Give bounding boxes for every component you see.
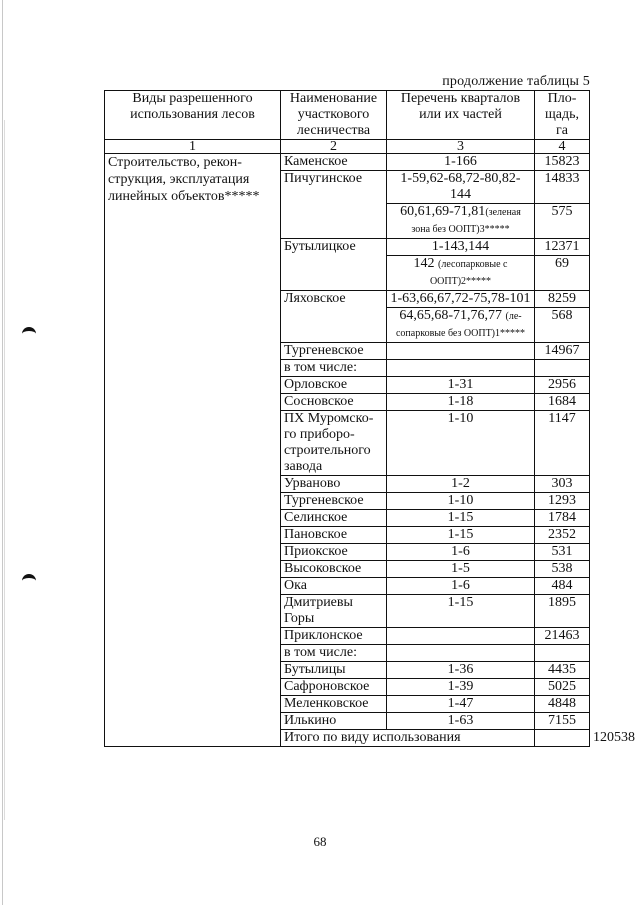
area-cell: 7155 (535, 713, 590, 730)
forestry-name: Приокское (281, 544, 387, 561)
quarters-cell: 1-2 (387, 476, 535, 493)
quarters-cell: 1-18 (387, 394, 535, 411)
scan-edge-line (4, 120, 5, 820)
page-number: 68 (313, 834, 327, 849)
forestry-name: Ляховское (281, 291, 387, 343)
area-cell: 1293 (535, 493, 590, 510)
forestry-name: ПХ Муромско-го приборо-строительного завода (281, 411, 387, 476)
quarters-value: 64,65,68-71,76,77 (399, 308, 503, 323)
quarters-cell: 1-5 (387, 561, 535, 578)
area-cell: 2352 (535, 527, 590, 544)
area-cell: 12371 (535, 239, 590, 256)
forestry-name: Бутылицы (281, 662, 387, 679)
column-number: 1 (105, 140, 281, 154)
forestry-name: Пановское (281, 527, 387, 544)
quarters-cell: 1-59,62-68,72-80,82-144 (387, 171, 535, 204)
forestry-name: Бутылицкое (281, 239, 387, 291)
forestry-name: Тургеневское (281, 343, 387, 360)
total-label: Итого по виду использования (281, 730, 535, 747)
binding-hole-mark (22, 327, 36, 340)
area-cell: 575 (535, 204, 590, 239)
quarters-value: 142 (413, 256, 435, 271)
area-cell: 531 (535, 544, 590, 561)
area-cell: 14967 (535, 343, 590, 360)
quarters-note: (лесопарковые с ООПТ)2***** (429, 259, 508, 287)
area-cell: 1684 (535, 394, 590, 411)
quarters-cell: 1-166 (387, 154, 535, 171)
forestry-name: Приклонское (281, 628, 387, 645)
quarters-cell: 1-6 (387, 578, 535, 595)
quarters-cell (387, 256, 535, 291)
area-cell (535, 645, 590, 662)
forestry-name: Илькино (281, 713, 387, 730)
quarters-cell: 1-47 (387, 696, 535, 713)
quarters-cell: 1-63 (387, 713, 535, 730)
area-cell: 484 (535, 578, 590, 595)
including-label: в том числе: (281, 360, 387, 377)
column-number: 4 (535, 140, 590, 154)
forestry-name: Дмитриевы Горы (281, 595, 387, 628)
area-cell: 1784 (535, 510, 590, 527)
binding-hole-mark (22, 574, 36, 587)
forestry-name: Орловское (281, 377, 387, 394)
quarters-cell: 1-15 (387, 595, 535, 628)
quarters-value: 60,61,69-71,81 (400, 204, 486, 219)
forestry-name: Урваново (281, 476, 387, 493)
quarters-cell: 1-31 (387, 377, 535, 394)
area-cell (535, 360, 590, 377)
forestry-name: Тургеневское (281, 493, 387, 510)
area-cell: 69 (535, 256, 590, 291)
quarters-cell: 1-6 (387, 544, 535, 561)
including-label: в том числе: (281, 645, 387, 662)
header-row (105, 91, 590, 140)
area-cell: 4435 (535, 662, 590, 679)
quarters-cell (387, 645, 535, 662)
column-number-row (105, 140, 590, 154)
area-cell: 1147 (535, 411, 590, 476)
header-area: Пло-щадь, га (535, 91, 590, 140)
forestry-name: Пичугинское (281, 171, 387, 239)
area-cell: 14833 (535, 171, 590, 204)
quarters-cell (387, 308, 535, 343)
forestry-name: Высоковское (281, 561, 387, 578)
area-cell: 4848 (535, 696, 590, 713)
area-cell: 2956 (535, 377, 590, 394)
quarters-cell: 1-10 (387, 493, 535, 510)
area-cell: 538 (535, 561, 590, 578)
quarters-note: (ле-сопарковые без ООПТ)1***** (395, 311, 526, 339)
area-cell: 1895 (535, 595, 590, 628)
quarters-cell (387, 204, 535, 239)
forestry-name: Селинское (281, 510, 387, 527)
quarters-cell: 1-15 (387, 527, 535, 544)
area-cell: 8259 (535, 291, 590, 308)
quarters-cell (387, 343, 535, 360)
forestry-name: Ока (281, 578, 387, 595)
quarters-cell: 1-15 (387, 510, 535, 527)
quarters-cell (387, 628, 535, 645)
header-quarters: Перечень кварталов или их частей (387, 91, 535, 140)
total-row: Итого по виду использования 120538 (105, 730, 590, 747)
forestry-name: Сосновское (281, 394, 387, 411)
quarters-cell: 1-39 (387, 679, 535, 696)
scan-edge-line (2, 0, 3, 905)
quarters-cell: 1-10 (387, 411, 535, 476)
header-use-type: Виды разрешенного использования лесов (105, 91, 281, 140)
forestry-name: Сафроновское (281, 679, 387, 696)
table-continuation-label: продолжение таблицы 5 (442, 74, 590, 89)
area-cell: 5025 (535, 679, 590, 696)
use-type-cell: Строительство, рекон-струкция, эксплуатация линейных объектов***** (105, 154, 281, 747)
quarters-note: (зеленая зона без ООПТ)3***** (411, 207, 521, 235)
table-row (105, 154, 590, 171)
forest-use-table (104, 90, 635, 747)
quarters-cell (535, 730, 590, 747)
area-cell: 303 (535, 476, 590, 493)
forestry-name: Меленковское (281, 696, 387, 713)
area-cell: 568 (535, 308, 590, 343)
forestry-name: Каменское (281, 154, 387, 171)
area-cell: 21463 (535, 628, 590, 645)
area-cell: 15823 (535, 154, 590, 171)
header-forestry: Наименование участкового лесничества (281, 91, 387, 140)
quarters-cell: 1-143,144 (387, 239, 535, 256)
column-number: 3 (387, 140, 535, 154)
quarters-cell: 1-36 (387, 662, 535, 679)
column-number: 2 (281, 140, 387, 154)
quarters-cell (387, 360, 535, 377)
quarters-cell: 1-63,66,67,72-75,78-101 (387, 291, 535, 308)
